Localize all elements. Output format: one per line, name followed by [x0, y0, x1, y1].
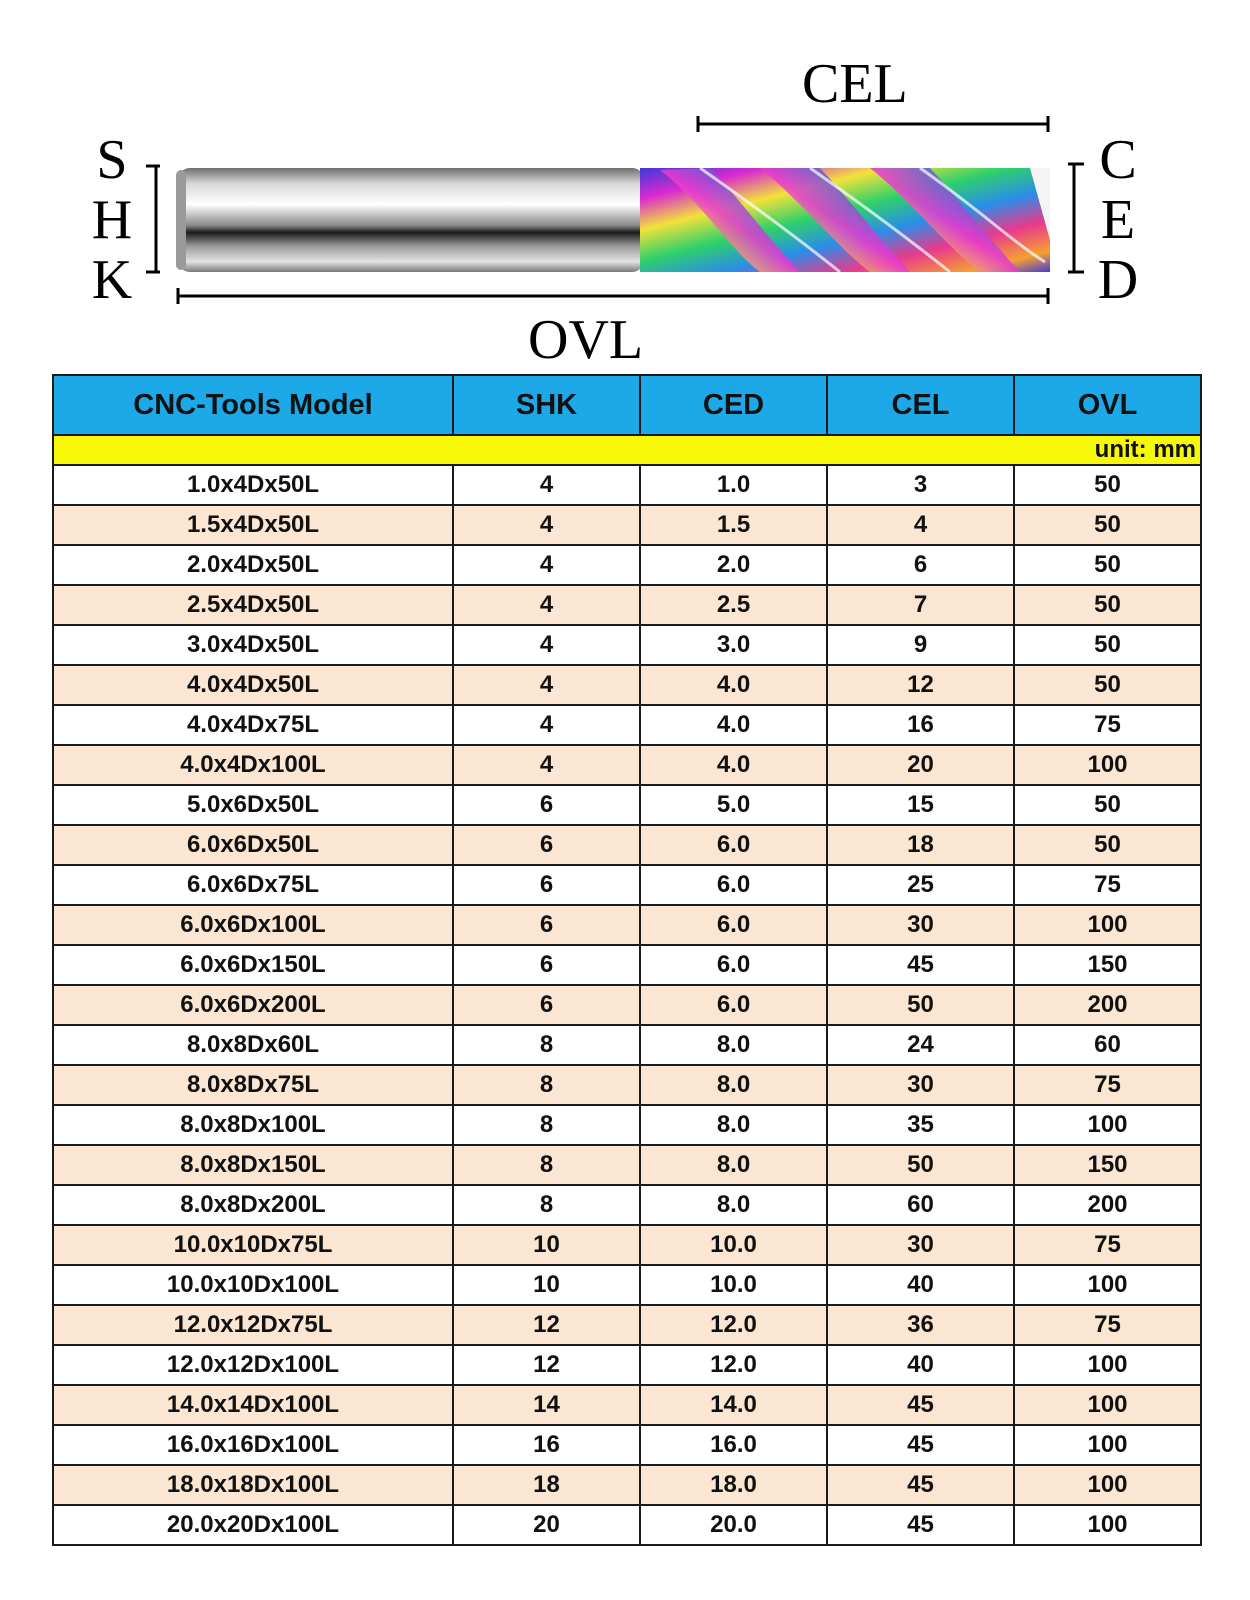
shank — [178, 168, 644, 272]
cell-ovl: 150 — [1014, 945, 1201, 985]
cell-ced: 10.0 — [640, 1265, 827, 1305]
cell-cel: 45 — [827, 1385, 1014, 1425]
cell-model: 18.0x18Dx100L — [53, 1465, 453, 1505]
cell-ovl: 50 — [1014, 505, 1201, 545]
header-model: CNC-Tools Model — [53, 375, 453, 435]
ovl-label: OVL — [528, 309, 644, 371]
cell-ovl: 100 — [1014, 1265, 1201, 1305]
cell-model: 10.0x10Dx100L — [53, 1265, 453, 1305]
cell-shk: 4 — [453, 465, 640, 505]
cell-model: 6.0x6Dx150L — [53, 945, 453, 985]
cell-model: 1.0x4Dx50L — [53, 465, 453, 505]
cell-ced: 6.0 — [640, 945, 827, 985]
cell-ovl: 75 — [1014, 1225, 1201, 1265]
cell-model: 5.0x6Dx50L — [53, 785, 453, 825]
cell-cel: 24 — [827, 1025, 1014, 1065]
cutting-flutes — [640, 168, 1050, 272]
cell-ced: 6.0 — [640, 985, 827, 1025]
cell-ced: 20.0 — [640, 1505, 827, 1545]
cell-model: 3.0x4Dx50L — [53, 625, 453, 665]
cell-cel: 6 — [827, 545, 1014, 585]
cel-label: CEL — [802, 53, 908, 115]
table-row — [53, 905, 1201, 945]
cell-shk: 12 — [453, 1305, 640, 1345]
cell-shk: 14 — [453, 1385, 640, 1425]
cell-ced: 5.0 — [640, 785, 827, 825]
cell-cel: 12 — [827, 665, 1014, 705]
cell-ced: 6.0 — [640, 905, 827, 945]
cell-ovl: 50 — [1014, 545, 1201, 585]
cell-cel: 30 — [827, 1225, 1014, 1265]
cell-ovl: 100 — [1014, 1425, 1201, 1465]
ced-label: C E D — [1097, 129, 1139, 311]
cell-ovl: 75 — [1014, 865, 1201, 905]
cell-ovl: 50 — [1014, 785, 1201, 825]
table-row — [53, 1145, 1201, 1185]
cell-model: 4.0x4Dx100L — [53, 745, 453, 785]
unit-label: unit: mm — [53, 435, 1201, 465]
cell-cel: 45 — [827, 1505, 1014, 1545]
table-row — [53, 1265, 1201, 1305]
unit-row — [53, 435, 1201, 465]
spec-table — [52, 374, 1202, 1546]
cell-ced: 12.0 — [640, 1305, 827, 1345]
cell-cel: 60 — [827, 1185, 1014, 1225]
cell-ced: 8.0 — [640, 1185, 827, 1225]
cell-shk: 4 — [453, 545, 640, 585]
cell-shk: 8 — [453, 1025, 640, 1065]
cell-model: 20.0x20Dx100L — [53, 1505, 453, 1545]
table-row — [53, 1465, 1201, 1505]
cell-cel: 16 — [827, 705, 1014, 745]
cell-model: 6.0x6Dx200L — [53, 985, 453, 1025]
cell-shk: 4 — [453, 745, 640, 785]
cel-dimension-line — [698, 116, 1048, 132]
cell-ovl: 100 — [1014, 1505, 1201, 1545]
table-row — [53, 585, 1201, 625]
cell-ced: 8.0 — [640, 1065, 827, 1105]
cell-model: 8.0x8Dx100L — [53, 1105, 453, 1145]
cell-model: 1.5x4Dx50L — [53, 505, 453, 545]
cell-cel: 50 — [827, 985, 1014, 1025]
table-row — [53, 1345, 1201, 1385]
cell-model: 6.0x6Dx100L — [53, 905, 453, 945]
cell-ced: 6.0 — [640, 865, 827, 905]
ovl-dimension-line — [178, 288, 1048, 304]
cell-ovl: 100 — [1014, 745, 1201, 785]
header-row — [53, 375, 1201, 435]
cell-shk: 4 — [453, 625, 640, 665]
cell-ced: 1.0 — [640, 465, 827, 505]
table-row — [53, 465, 1201, 505]
table-row — [53, 825, 1201, 865]
cell-ced: 18.0 — [640, 1465, 827, 1505]
cell-cel: 3 — [827, 465, 1014, 505]
cell-ovl: 75 — [1014, 1065, 1201, 1105]
cell-shk: 4 — [453, 505, 640, 545]
cell-ovl: 50 — [1014, 825, 1201, 865]
cell-ovl: 100 — [1014, 1105, 1201, 1145]
cell-ovl: 100 — [1014, 1345, 1201, 1385]
cell-ced: 4.0 — [640, 745, 827, 785]
cell-ovl: 100 — [1014, 1385, 1201, 1425]
cell-cel: 20 — [827, 745, 1014, 785]
cell-ced: 8.0 — [640, 1105, 827, 1145]
table-row — [53, 985, 1201, 1025]
cell-shk: 6 — [453, 865, 640, 905]
cell-shk: 6 — [453, 785, 640, 825]
cell-ovl: 75 — [1014, 1305, 1201, 1345]
cell-shk: 4 — [453, 665, 640, 705]
cell-ovl: 50 — [1014, 465, 1201, 505]
cell-shk: 6 — [453, 825, 640, 865]
cell-model: 4.0x4Dx50L — [53, 665, 453, 705]
cell-model: 12.0x12Dx75L — [53, 1305, 453, 1345]
cell-shk: 6 — [453, 985, 640, 1025]
cell-ced: 8.0 — [640, 1145, 827, 1185]
cell-model: 6.0x6Dx50L — [53, 825, 453, 865]
table-body — [53, 465, 1201, 1545]
cell-shk: 8 — [453, 1065, 640, 1105]
cell-ced: 14.0 — [640, 1385, 827, 1425]
tool-dimension-diagram — [0, 0, 1250, 375]
cell-cel: 50 — [827, 1145, 1014, 1185]
cell-shk: 4 — [453, 585, 640, 625]
cell-cel: 36 — [827, 1305, 1014, 1345]
cell-model: 8.0x8Dx60L — [53, 1025, 453, 1065]
cell-shk: 12 — [453, 1345, 640, 1385]
cell-ced: 1.5 — [640, 505, 827, 545]
cell-cel: 9 — [827, 625, 1014, 665]
table-row — [53, 1385, 1201, 1425]
table-row — [53, 1185, 1201, 1225]
cell-cel: 40 — [827, 1265, 1014, 1305]
table-row — [53, 1505, 1201, 1545]
cell-cel: 15 — [827, 785, 1014, 825]
cell-shk: 6 — [453, 945, 640, 985]
cell-ovl: 50 — [1014, 585, 1201, 625]
table-row — [53, 1105, 1201, 1145]
cell-shk: 18 — [453, 1465, 640, 1505]
cell-cel: 7 — [827, 585, 1014, 625]
cell-ced: 4.0 — [640, 705, 827, 745]
cell-shk: 8 — [453, 1185, 640, 1225]
table-row — [53, 705, 1201, 745]
cell-ced: 16.0 — [640, 1425, 827, 1465]
cell-ced: 8.0 — [640, 1025, 827, 1065]
cell-shk: 16 — [453, 1425, 640, 1465]
table-row — [53, 505, 1201, 545]
cell-ced: 12.0 — [640, 1345, 827, 1385]
cell-model: 6.0x6Dx75L — [53, 865, 453, 905]
cell-cel: 30 — [827, 1065, 1014, 1105]
cell-model: 12.0x12Dx100L — [53, 1345, 453, 1385]
cell-shk: 4 — [453, 705, 640, 745]
cell-shk: 10 — [453, 1265, 640, 1305]
cell-ovl: 50 — [1014, 625, 1201, 665]
shk-dimension-bracket — [146, 166, 160, 272]
cell-ovl: 200 — [1014, 985, 1201, 1025]
table-row — [53, 1225, 1201, 1265]
cell-ced: 3.0 — [640, 625, 827, 665]
cell-cel: 25 — [827, 865, 1014, 905]
cell-model: 8.0x8Dx150L — [53, 1145, 453, 1185]
cell-ovl: 50 — [1014, 665, 1201, 705]
table-row — [53, 1305, 1201, 1345]
table-row — [53, 745, 1201, 785]
cell-ovl: 200 — [1014, 1185, 1201, 1225]
table-row — [53, 945, 1201, 985]
cell-cel: 45 — [827, 1465, 1014, 1505]
cell-model: 14.0x14Dx100L — [53, 1385, 453, 1425]
cell-ced: 4.0 — [640, 665, 827, 705]
table-row — [53, 785, 1201, 825]
cell-cel: 30 — [827, 905, 1014, 945]
cell-model: 2.0x4Dx50L — [53, 545, 453, 585]
cell-cel: 40 — [827, 1345, 1014, 1385]
cell-shk: 8 — [453, 1105, 640, 1145]
cell-cel: 35 — [827, 1105, 1014, 1145]
cell-ced: 2.5 — [640, 585, 827, 625]
cell-ced: 2.0 — [640, 545, 827, 585]
cell-model: 2.5x4Dx50L — [53, 585, 453, 625]
table-row — [53, 865, 1201, 905]
cell-cel: 18 — [827, 825, 1014, 865]
cell-model: 10.0x10Dx75L — [53, 1225, 453, 1265]
cell-ovl: 60 — [1014, 1025, 1201, 1065]
header-ovl: OVL — [1014, 375, 1201, 435]
cell-cel: 45 — [827, 945, 1014, 985]
cell-ovl: 150 — [1014, 1145, 1201, 1185]
cell-ovl: 75 — [1014, 705, 1201, 745]
header-shk: SHK — [453, 375, 640, 435]
table-row — [53, 665, 1201, 705]
cell-model: 8.0x8Dx75L — [53, 1065, 453, 1105]
cell-model: 4.0x4Dx75L — [53, 705, 453, 745]
cell-model: 8.0x8Dx200L — [53, 1185, 453, 1225]
table-row — [53, 545, 1201, 585]
cell-shk: 10 — [453, 1225, 640, 1265]
cell-ced: 6.0 — [640, 825, 827, 865]
header-cel: CEL — [827, 375, 1014, 435]
cell-shk: 8 — [453, 1145, 640, 1185]
ced-dimension-bracket — [1068, 164, 1084, 272]
cell-ovl: 100 — [1014, 1465, 1201, 1505]
cell-shk: 20 — [453, 1505, 640, 1545]
cell-shk: 6 — [453, 905, 640, 945]
table-row — [53, 1425, 1201, 1465]
table-row — [53, 1065, 1201, 1105]
header-ced: CED — [640, 375, 827, 435]
table-row — [53, 1025, 1201, 1065]
cell-model: 16.0x16Dx100L — [53, 1425, 453, 1465]
shk-label: S H K — [91, 129, 133, 311]
cell-cel: 4 — [827, 505, 1014, 545]
cell-ced: 10.0 — [640, 1225, 827, 1265]
table-row — [53, 625, 1201, 665]
cell-cel: 45 — [827, 1425, 1014, 1465]
cell-ovl: 100 — [1014, 905, 1201, 945]
